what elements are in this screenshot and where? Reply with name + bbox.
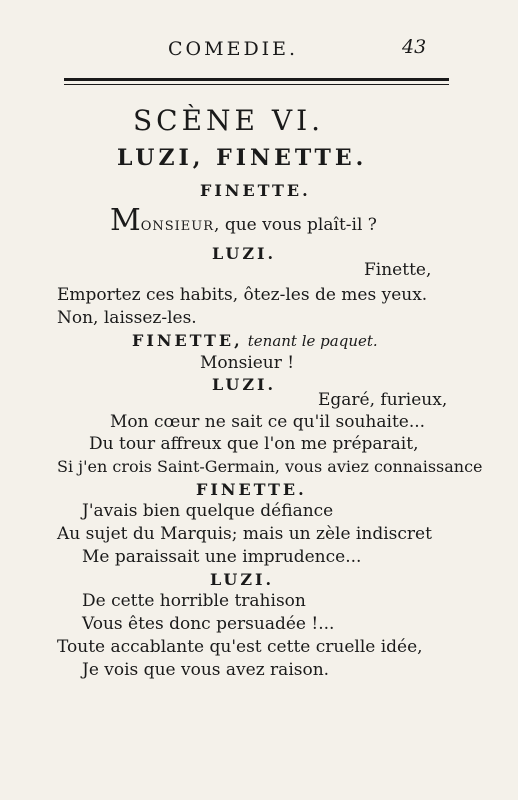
speaker-finette: FINETTE, [132,331,243,350]
verse-line: Je vois que vous avez raison. [82,660,330,680]
drop-capital: M [110,203,141,238]
scene-characters: LUZI, FINETTE. [117,145,368,171]
speaker-luzi: LUZI. [212,244,277,263]
speaker-finette: FINETTE. [196,480,307,499]
verse-line: Non, laissez-les. [57,308,197,328]
verse-line: Au sujet du Marquis; mais un zèle indiscret [57,524,432,544]
speaker-luzi: LUZI. [210,570,275,589]
speaker-finette: FINETTE. [200,181,311,200]
verse-line: Monsieur ! [200,353,295,373]
stage-direction: tenant le paquet. [247,332,378,350]
small-caps-word: ONSIEUR [140,219,215,234]
verse-line: Finette, [364,260,432,280]
verse-line [110,203,377,238]
verse-line: Mon cœur ne sait ce qu'il souhaite... [110,412,426,432]
verse-line: J'avais bien quelque défiance [82,501,334,521]
speaker-luzi: LUZI. [212,375,277,394]
verse-text: , que vous plaît-il ? [214,215,377,235]
verse-line: Si j'en crois Saint-Germain, vous aviez connaissance [57,457,483,476]
verse-line: Me paraissait une imprudence... [82,547,362,567]
verse-line: Vous êtes donc persuadée !... [82,614,335,634]
header-rule [64,78,449,85]
verse-line: Emportez ces habits, ôtez-les de mes yeux. [57,285,428,305]
speaker-line [132,333,378,349]
verse-line: De cette horrible trahison [82,591,306,611]
verse-line: Egaré, furieux, [318,390,448,410]
verse-line: Toute accablante qu'est cette cruelle idée, [57,637,423,657]
running-title: COMEDIE. [168,38,299,60]
scene-title: SCÈNE VI. [133,104,325,137]
verse-line: Du tour affreux que l'on me préparait, [89,434,419,454]
page-number: 43 [402,36,427,58]
